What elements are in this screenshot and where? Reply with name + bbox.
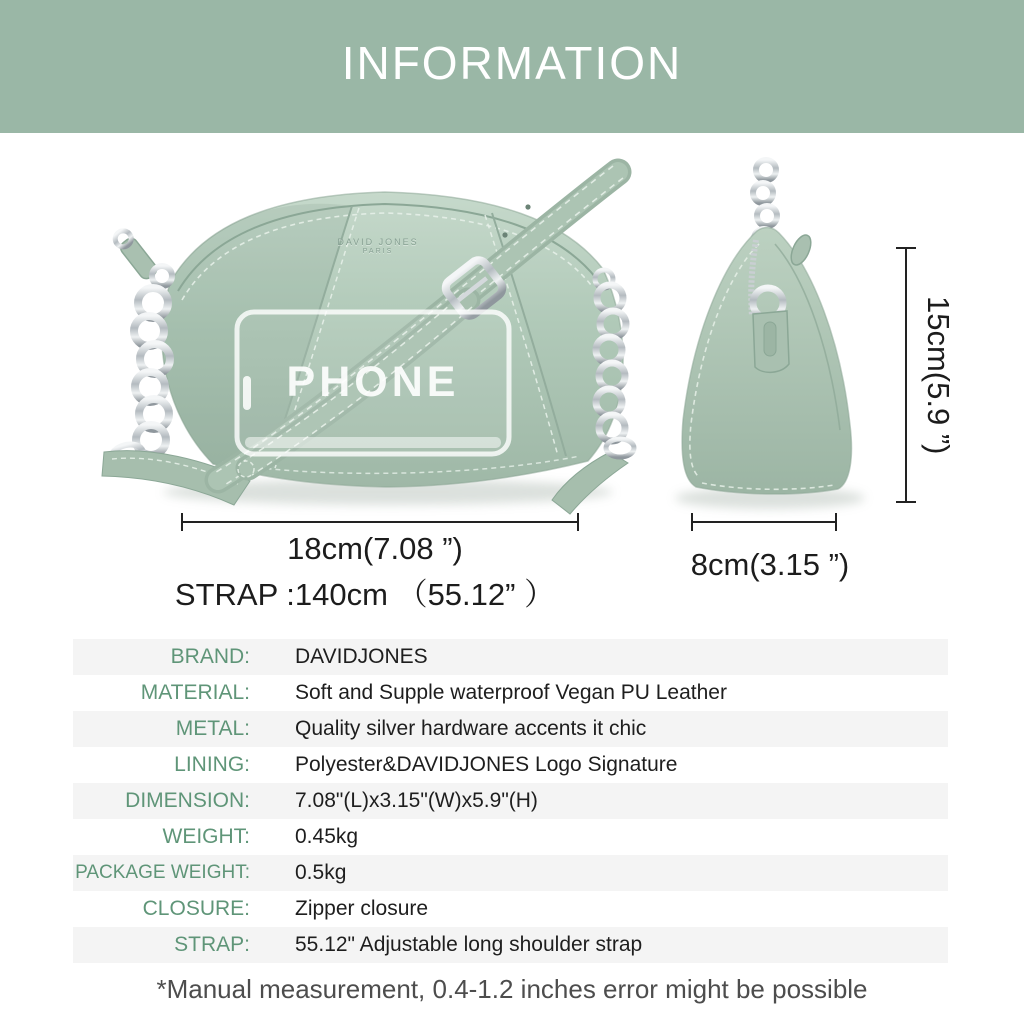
bag-logo-city: PARIS bbox=[362, 248, 394, 255]
measurement-footnote: *Manual measurement, 0.4-1.2 inches error might be possible bbox=[156, 974, 868, 1004]
spec-label: MATERIAL: bbox=[140, 681, 250, 704]
spec-label: DIMENSION: bbox=[125, 789, 250, 812]
dimension-line-side-width bbox=[692, 513, 836, 531]
spec-value: 7.08"(L)x3.15"(W)x5.9"(H) bbox=[295, 789, 538, 812]
dimension-strap-length-label: STRAP :140cm （55.12” ） bbox=[174, 577, 556, 612]
chain-strap-left bbox=[109, 266, 172, 469]
spec-row-weight bbox=[73, 819, 948, 855]
spec-value: DAVIDJONES bbox=[295, 645, 428, 668]
spec-label: CLOSURE: bbox=[142, 897, 250, 920]
spec-row-brand bbox=[73, 639, 948, 675]
spec-value: 55.12" Adjustable long shoulder strap bbox=[295, 933, 643, 956]
spec-row-material bbox=[73, 675, 948, 711]
spec-table bbox=[73, 639, 948, 963]
spec-label: WEIGHT: bbox=[162, 825, 250, 848]
dimension-front-width-label: 18cm(7.08 ”) bbox=[287, 531, 463, 566]
spec-row-closure bbox=[73, 891, 948, 927]
spec-label: METAL: bbox=[175, 717, 250, 740]
phone-overlay-label: PHONE bbox=[286, 358, 460, 406]
spec-label: BRAND: bbox=[170, 645, 250, 668]
bag-logo-brand: DAVID JONES bbox=[337, 237, 419, 247]
spec-label: STRAP: bbox=[174, 933, 250, 956]
spec-row-strap bbox=[73, 927, 948, 963]
dimension-height-label: 15cm(5.9 ”) bbox=[921, 295, 956, 455]
dimension-line-front-width bbox=[182, 513, 578, 531]
spec-row-metal bbox=[73, 711, 948, 747]
spec-value: 0.5kg bbox=[295, 861, 347, 884]
spec-value: Polyester&DAVIDJONES Logo Signature bbox=[295, 753, 678, 776]
spec-label: LINING: bbox=[174, 753, 250, 776]
spec-value: Quality silver hardware accents it chic bbox=[295, 717, 647, 740]
banner-title: INFORMATION bbox=[341, 37, 683, 89]
spec-value: Soft and Supple waterproof Vegan PU Leather bbox=[295, 681, 727, 704]
spec-label: PACKAGE WEIGHT: bbox=[75, 862, 250, 883]
dimension-side-width-label: 8cm(3.15 ”) bbox=[690, 547, 850, 582]
bag-logo bbox=[318, 237, 438, 255]
side-bag-photo bbox=[675, 160, 865, 509]
spec-row-package-weight bbox=[73, 855, 948, 891]
spec-row-dimension bbox=[73, 783, 948, 819]
spec-value: Zipper closure bbox=[295, 897, 429, 920]
spec-value: 0.45kg bbox=[295, 825, 359, 848]
spec-row-lining bbox=[73, 747, 948, 783]
